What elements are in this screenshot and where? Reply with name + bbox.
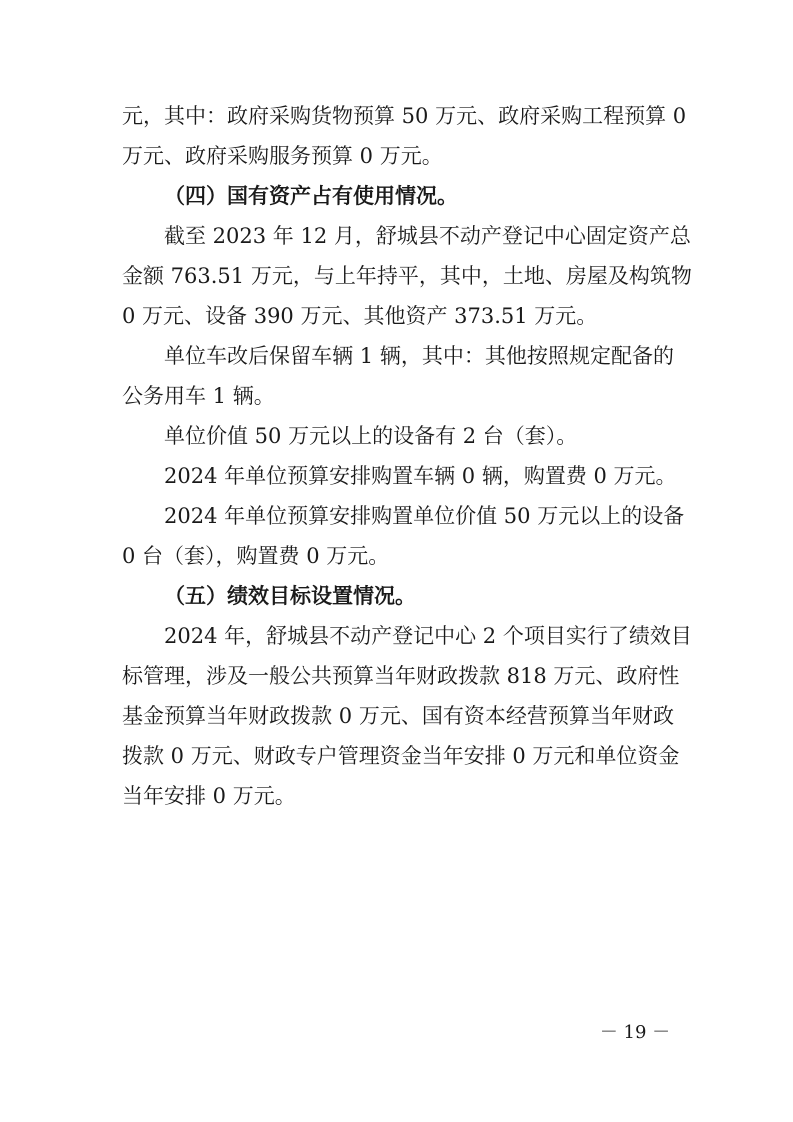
section-heading-4: （四）国有资产占有使用情况。 — [164, 183, 458, 208]
text-line: 2024 年，舒城县不动产登记中心 2 个项目实行了绩效目 — [164, 624, 692, 648]
section-heading-5: （五）绩效目标设置情况。 — [164, 583, 416, 608]
text-line: 金额 763.51 万元，与上年持平，其中，土地、房屋及构筑物 — [122, 264, 692, 288]
text-line: 2024 年单位预算安排购置单位价值 50 万元以上的设备 — [164, 504, 685, 528]
text-line: 0 台（套），购置费 0 万元。 — [122, 544, 390, 568]
text-line: 当年安排 0 万元。 — [122, 784, 296, 808]
text-line: 2024 年单位预算安排购置车辆 0 辆，购置费 0 万元。 — [164, 464, 677, 488]
text-line: 公务用车 1 辆。 — [122, 384, 275, 408]
text-line: 0 万元、设备 390 万元、其他资产 373.51 万元。 — [122, 304, 598, 328]
text-line: 拨款 0 万元、财政专户管理资金当年安排 0 万元和单位资金 — [122, 744, 680, 768]
text-line: 单位车改后保留车辆 1 辆，其中：其他按照规定配备的 — [164, 344, 674, 368]
page-number: － 19 － — [599, 1022, 671, 1043]
text-line: 万元、政府采购服务预算 0 万元。 — [122, 144, 443, 168]
text-line: 元，其中：政府采购货物预算 50 万元、政府采购工程预算 0 — [122, 104, 687, 128]
text-line: 单位价值 50 万元以上的设备有 2 台（套）。 — [164, 424, 578, 448]
text-line: 截至 2023 年 12 月，舒城县不动产登记中心固定资产总 — [164, 224, 691, 248]
text-line: 基金预算当年财政拨款 0 万元、国有资本经营预算当年财政 — [122, 704, 674, 728]
text-line: 标管理，涉及一般公共预算当年财政拨款 818 万元、政府性 — [122, 664, 680, 688]
